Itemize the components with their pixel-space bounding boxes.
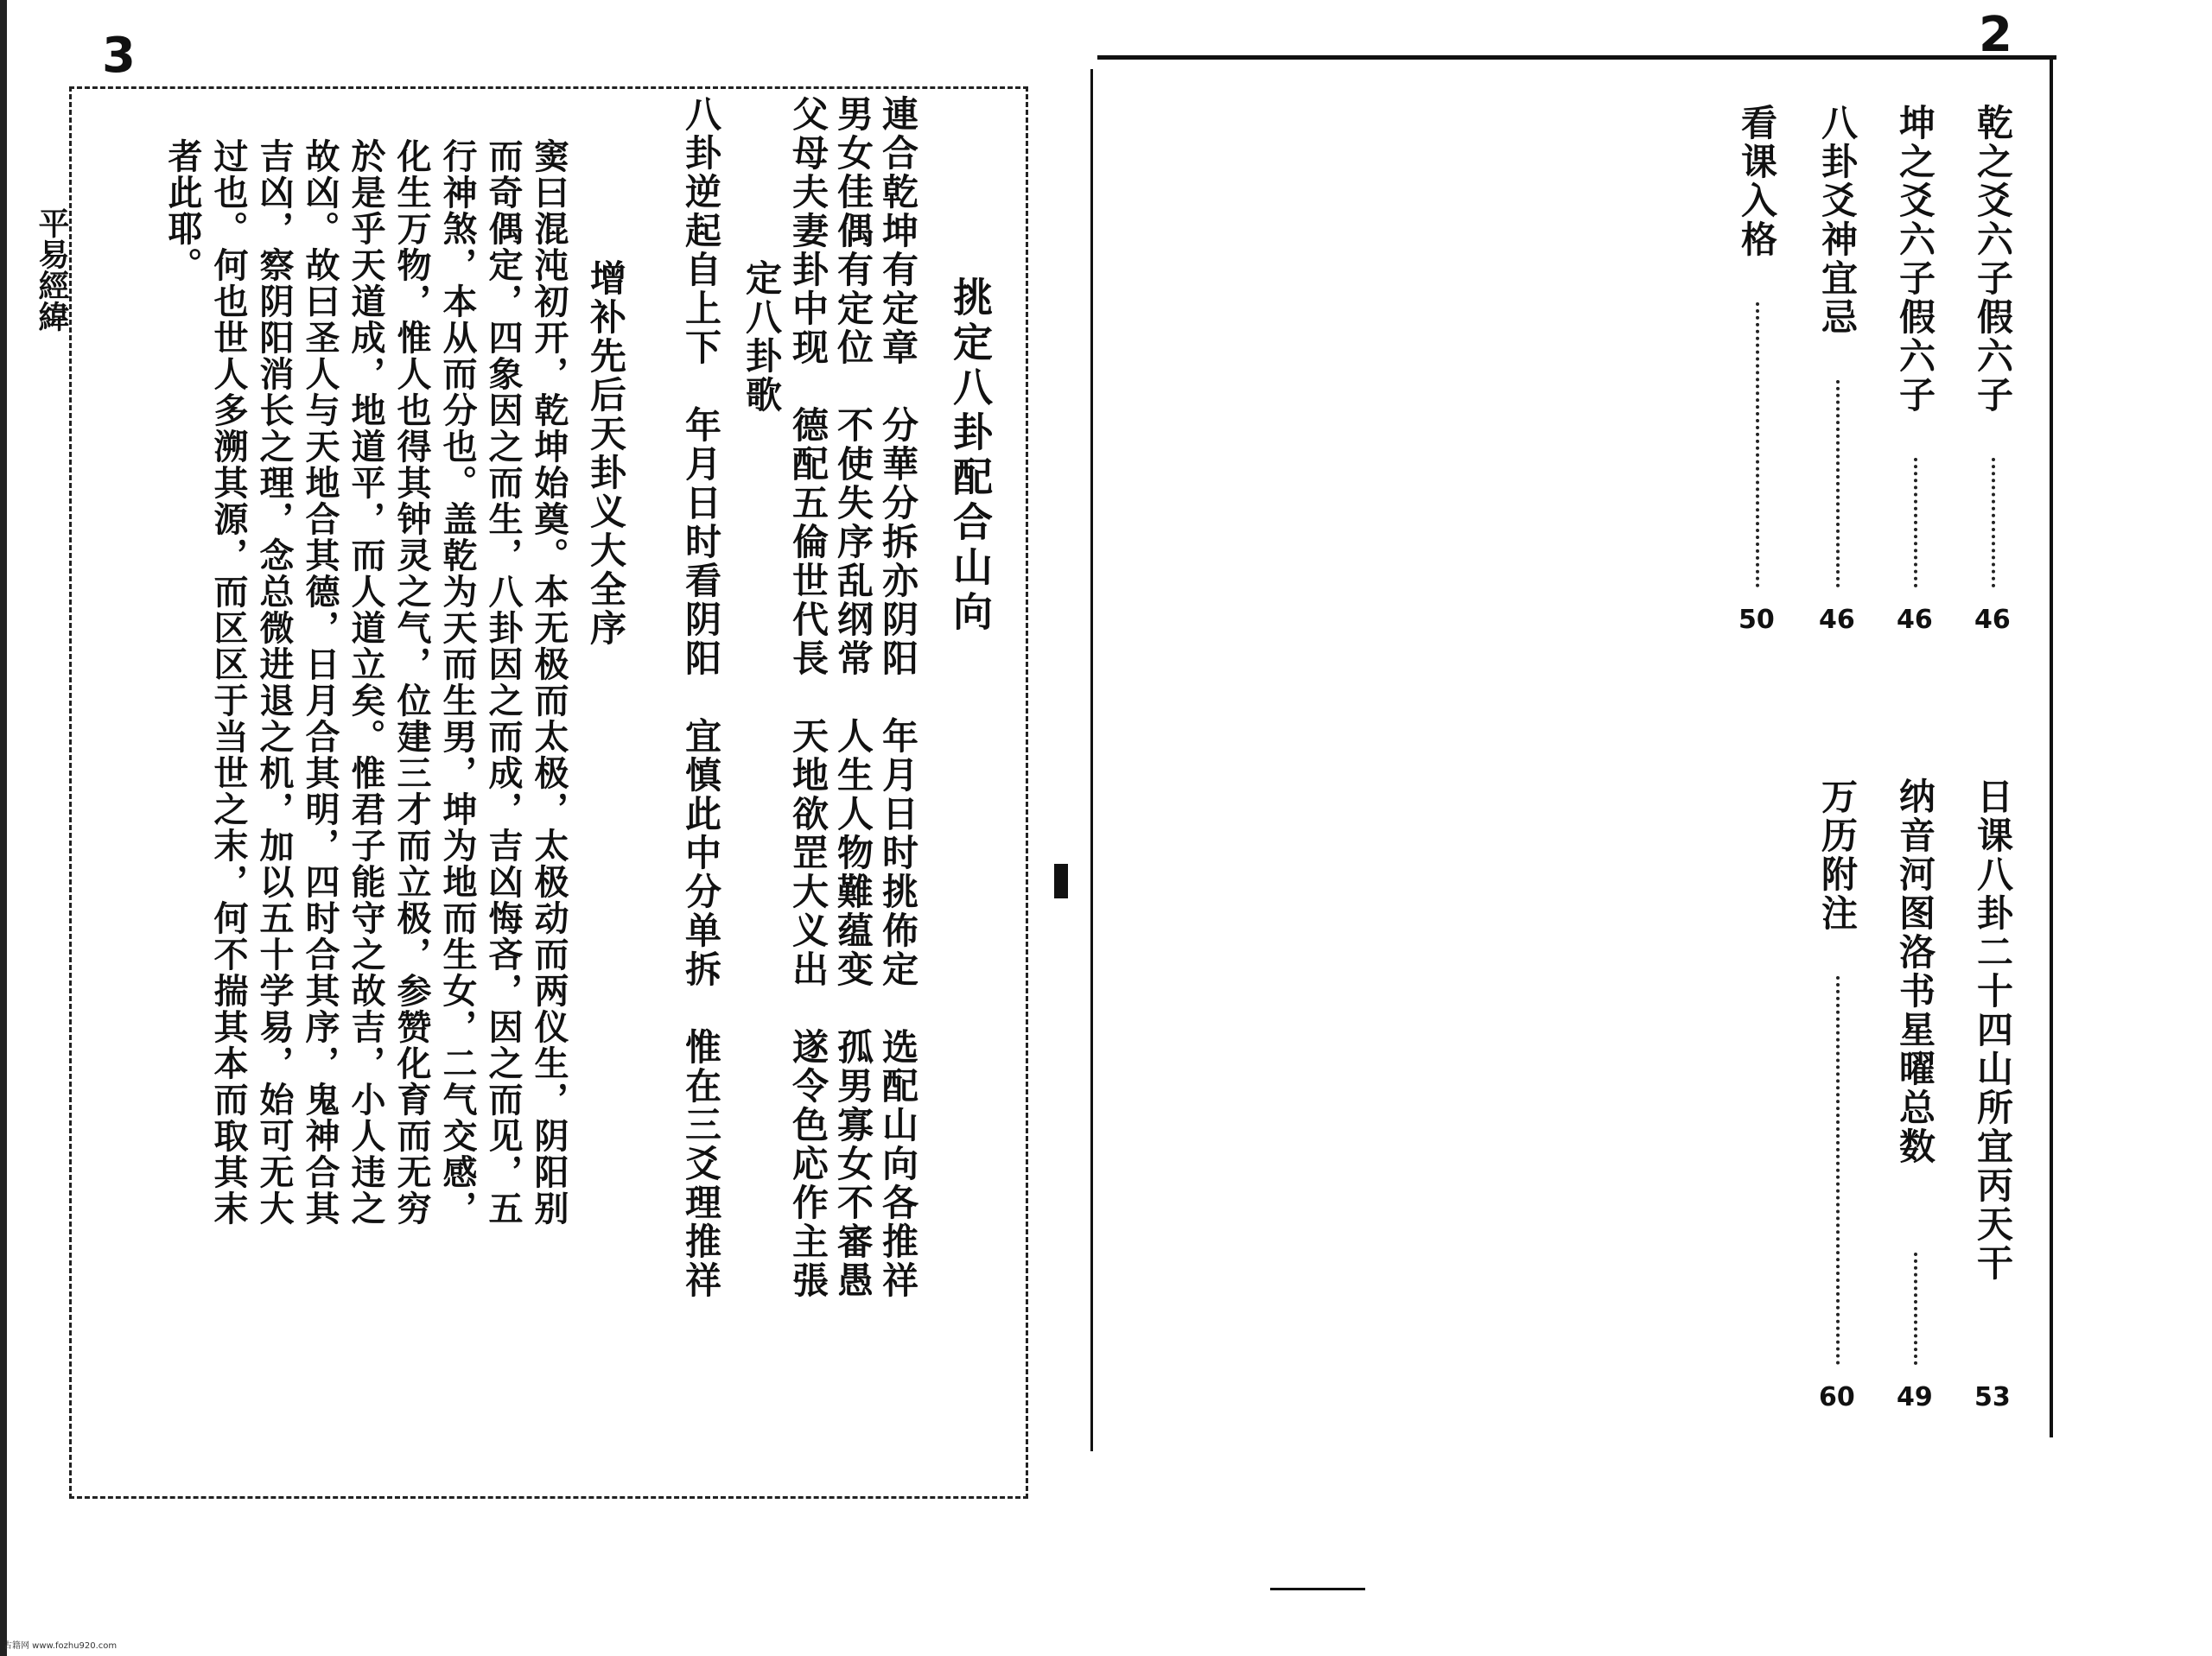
toc-entry-7-title: 万历附注 — [1816, 777, 1859, 933]
toc-entry-6-leader — [1914, 1253, 1917, 1365]
preface-title: 增补先后天卦义大全序 — [585, 259, 627, 648]
poem-line-2: 男女佳偶有定位 不使失序乱纲常 人生人物難蕴变 孤男寡女不審愚 — [832, 95, 874, 1300]
scan-edge-left — [0, 0, 7, 1656]
toc-entry-5-page: 53 — [1974, 1382, 2011, 1412]
toc-entry-1-page: 46 — [1974, 605, 2011, 635]
right-page-top-rule — [1097, 55, 2056, 60]
preface-line-2: 而奇偶定，四象因之而生，八卦因之而成，吉凶悔吝，因之而见，五 — [483, 138, 524, 1227]
toc-entry-7-page: 60 — [1819, 1382, 1855, 1412]
toc-entry-4-title: 看课入格 — [1736, 104, 1778, 259]
watermark: 古籍网 www.fozhu920.com — [3, 1641, 118, 1651]
toc-entry-3-title: 八卦爻神宜忌 — [1816, 104, 1859, 337]
preface-line-3: 行神煞，本从而分也。盖乾为天而生男，坤为地而生女，二气交感， — [437, 138, 478, 1227]
toc-entry-2-page: 46 — [1897, 605, 1933, 635]
toc-entry-2-leader — [1914, 458, 1917, 587]
right-page-number: 2 — [1979, 7, 2012, 63]
preface-line-4: 化生万物，惟人也得其钟灵之气，位建三才而立极，参赞化育而无穷 — [391, 138, 432, 1227]
gutter-rule — [1090, 69, 1093, 1451]
preface-line-8: 过也。何也世人多溯其源，而区区于当世之末，何不揣其本而取其末 — [208, 138, 249, 1227]
preface-line-7: 吉凶，察阴阳消长之理，念总微进退之机，加以五十学易，始可无大 — [254, 138, 295, 1227]
gutter-mark — [1054, 864, 1068, 898]
side-label: 平易經緯 — [34, 207, 70, 332]
poem-line-1: 連合乾坤有定章 分華分拆亦阴阳 年月日时挑佈定 选配山向各推祥 — [877, 95, 919, 1300]
preface-line-9: 者此耶。 — [162, 138, 203, 283]
poem-line-3: 父母夫妻卦中现 德配五倫世代長 天地欲罡大义出 遂令色応作主張 — [787, 95, 830, 1300]
section-title: 挑定八卦配合山向 — [947, 276, 994, 636]
toc-entry-6-title: 纳音河图洛书星曜总数 — [1894, 777, 1936, 1166]
toc-entry-4-leader — [1756, 302, 1759, 587]
toc-entry-1-leader — [1992, 458, 1995, 587]
toc-entry-3-page: 46 — [1819, 605, 1855, 635]
subtitle: 定八卦歌 — [741, 259, 783, 415]
preface-line-1: 窦曰混沌初开，乾坤始奠。本无极而太极，太极动而两仪生，阴阳别 — [529, 138, 569, 1227]
toc-entry-7-leader — [1836, 976, 1840, 1365]
preface-line-6: 故凶。故曰圣人与天地合其德，日月合其明，四时合其序，鬼神合其 — [300, 138, 340, 1227]
bottom-dash — [1270, 1588, 1365, 1590]
toc-entry-5-title: 日课八卦二十四山所宜丙天干 — [1972, 777, 2014, 1283]
song-line: 八卦逆起自上下 年月日时看阴阳 宜慎此中分单拆 惟在三爻理推祥 — [680, 95, 722, 1300]
toc-entry-4-page: 50 — [1738, 605, 1775, 635]
toc-entry-2-title: 坤之爻六子假六子 — [1894, 104, 1936, 415]
left-page-number: 3 — [102, 28, 136, 84]
preface-line-5: 於是乎天道成，地道平，而人道立矣。惟君子能守之故吉，小人违之 — [346, 138, 386, 1227]
toc-entry-3-leader — [1836, 380, 1840, 587]
toc-entry-1-title: 乾之爻六子假六子 — [1972, 104, 2014, 415]
right-page-side-rule — [2050, 55, 2053, 1437]
toc-entry-6-page: 49 — [1897, 1382, 1933, 1412]
